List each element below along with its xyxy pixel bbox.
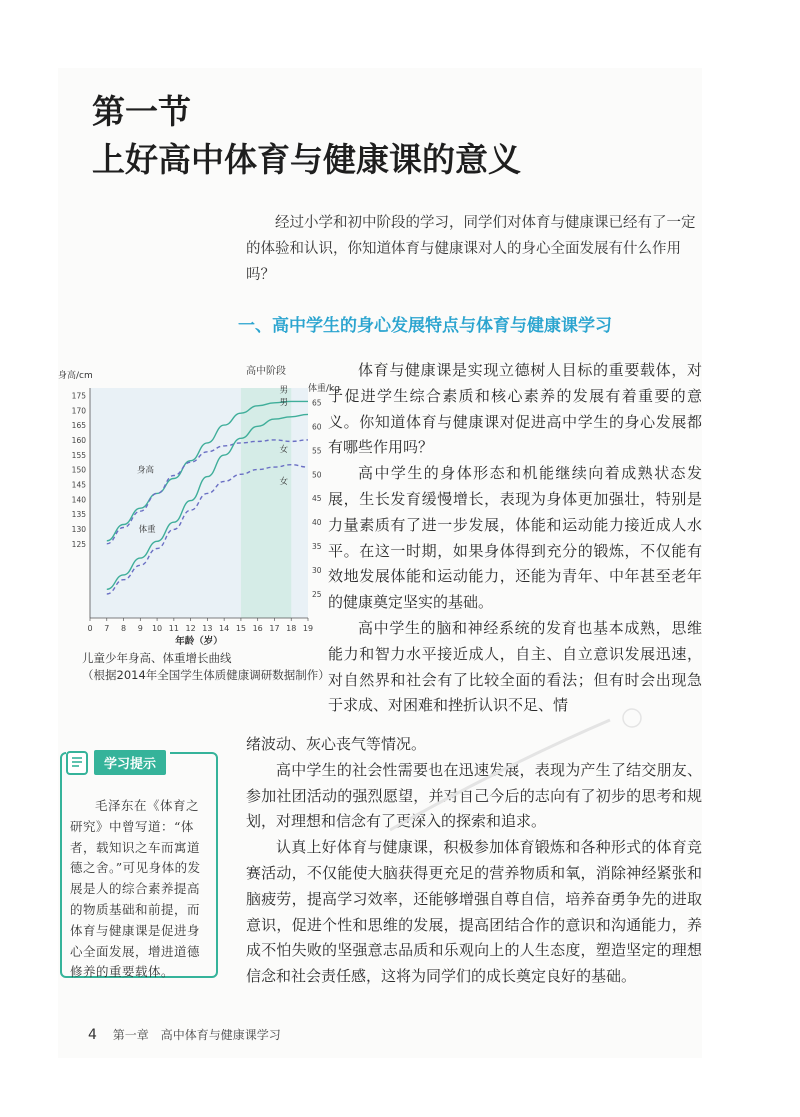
x-tick-label: 10	[151, 624, 163, 633]
growth-chart	[58, 356, 350, 656]
x-tick-label: 8	[120, 624, 127, 633]
page-footer	[88, 1026, 281, 1043]
study-tip-text: 毛泽东在《体育之研究》中曾写道：“体者，载知识之车而寓道德之舍。”可见身体的发展是人的综合素养提高的物质基础和前提，而体育与健康课是促进身心全面发展，增进道德修养的重要载体。	[70, 798, 201, 980]
y-left-tick-label: 160	[71, 435, 86, 445]
body-text-full	[246, 732, 702, 990]
y-left-axis-label: 身高/cm	[58, 371, 93, 381]
y-left-tick-label: 130	[71, 524, 86, 534]
curve-label-male-height: 男	[279, 385, 289, 396]
x-tick-label: 16	[252, 624, 263, 633]
y-right-tick-label: 30	[312, 566, 322, 576]
x-tick-label: 12	[185, 624, 196, 633]
x-tick-label: 15	[235, 624, 247, 633]
page-number: 4	[88, 1027, 97, 1043]
x-tick-label: 18	[286, 624, 297, 633]
paragraph: 高中学生的社会性需要也在迅速发展，表现为产生了结交朋友、参加社团活动的强烈愿望，并对自己今后的志向有了初步的思考和规划，对理想和信念有了更深入的探索和追求。	[246, 760, 702, 831]
study-tip-box	[60, 752, 218, 978]
x-tick-label: 14	[219, 624, 230, 633]
y-left-tick-label: 170	[71, 406, 86, 416]
section-title: 上好高中体育与健康课的意义	[92, 140, 521, 179]
x-tick-label: 11	[168, 624, 179, 633]
x-tick-label: 13	[202, 624, 213, 633]
y-left-tick-label: 145	[71, 480, 86, 490]
y-left-tick-label: 175	[71, 391, 86, 401]
chapter-title: 第一章 高中体育与健康课学习	[112, 1028, 281, 1042]
subsection-heading: 一、高中学生的身心发展特点与体育与健康课学习	[238, 316, 612, 336]
y-right-tick-label: 25	[312, 590, 322, 600]
y-right-tick-label: 45	[312, 494, 322, 504]
curve-label-female-height: 女	[279, 444, 289, 455]
x-axis-label: 年龄（岁）	[175, 636, 223, 647]
y-right-tick-label: 60	[312, 422, 322, 432]
y-left-tick-label: 165	[71, 421, 86, 431]
study-tip-header	[66, 750, 170, 775]
chart-caption	[82, 650, 342, 684]
y-left-tick-label: 125	[71, 539, 86, 549]
curve-label-height: 身高	[136, 465, 154, 476]
y-right-axis-label: 体重/kg	[308, 383, 340, 394]
curve-label-weight: 体重	[138, 524, 156, 535]
intro-paragraph: 经过小学和初中阶段的学习，同学们对体育与健康课已经有了一定的体验和认识，你知道体育与健康课对人的身心全面发展有什么作用吗？	[246, 215, 696, 283]
study-tip-label: 学习提示	[94, 750, 166, 775]
curve-label-female-weight: 女	[279, 476, 289, 487]
page-title	[92, 88, 521, 184]
y-right-tick-label: 40	[312, 518, 322, 528]
y-left-tick-label: 135	[71, 510, 86, 520]
y-right-tick-label: 65	[312, 398, 322, 408]
x-tick-label: 7	[104, 624, 110, 633]
paragraph: 认真上好体育与健康课，积极参加体育锻炼和各种形式的体育竞赛活动，不仅能使大脑获得更充足的营养物质和氧，消除神经紧张和脑疲劳，提高学习效率，还能够增强自尊自信，培养奋勇争先的进取意识，促进个性和思维的发展，提高团结合作的意识和沟通能力，养成不怕失败的坚强意志品质和乐观向上的人生态度，塑造坚定的理想信念和社会责任感，这将为同学们的成长奠定良好的基础。	[246, 838, 702, 986]
curve-label-male-weight: 男	[279, 397, 289, 408]
section-number: 第一节	[92, 92, 191, 131]
y-right-tick-label: 50	[312, 470, 322, 480]
growth-chart-svg	[58, 356, 350, 656]
y-right-tick-label: 35	[312, 542, 322, 552]
paragraph: 高中学生的身体形态和机能继续向着成熟状态发展，生长发育缓慢增长，表现为身体更加强壮，特别是力量素质有了进一步发展，体能和运动能力接近成人水平。在这一时期，如果身体得到充分的锻炼，不仅能有效地发展体能和运动能力，还能为青年、中年甚至老年的健康奠定坚实的基础。	[328, 464, 702, 612]
chart-caption-source: （根据2014年全国学生体质健康调研数据制作）	[82, 668, 330, 682]
y-left-tick-label: 140	[71, 495, 86, 505]
x-tick-label: 19	[302, 624, 314, 633]
chart-caption-title: 儿童少年身高、体重增长曲线	[82, 651, 232, 665]
band-label: 高中阶段	[246, 366, 287, 377]
y-left-tick-label: 155	[71, 450, 86, 460]
paragraph-continuation: 绪波动、灰心丧气等情况。	[246, 735, 427, 753]
paragraph: 高中学生的脑和神经系统的发育也基本成熟，思维能力和智力水平接近成人，自主、自立意识发展迅速，对自然界和社会有了比较全面的看法；但有时会出现急于求成、对困难和挫折认识不足、情	[328, 618, 702, 715]
x-tick-label: 0	[87, 624, 93, 633]
notes-icon	[66, 751, 88, 775]
paragraph: 体育与健康课是实现立德树人目标的重要载体，对于促进学生综合素质和核心素养的发展有着重要的意义。你知道体育与健康课对促进高中学生的身心发展都有哪些作用吗？	[328, 361, 702, 457]
y-left-tick-label: 150	[71, 465, 86, 475]
x-tick-label: 17	[269, 624, 280, 633]
body-text-side	[328, 358, 702, 719]
y-right-tick-label: 55	[312, 446, 322, 456]
x-tick-label: 9	[137, 624, 143, 633]
